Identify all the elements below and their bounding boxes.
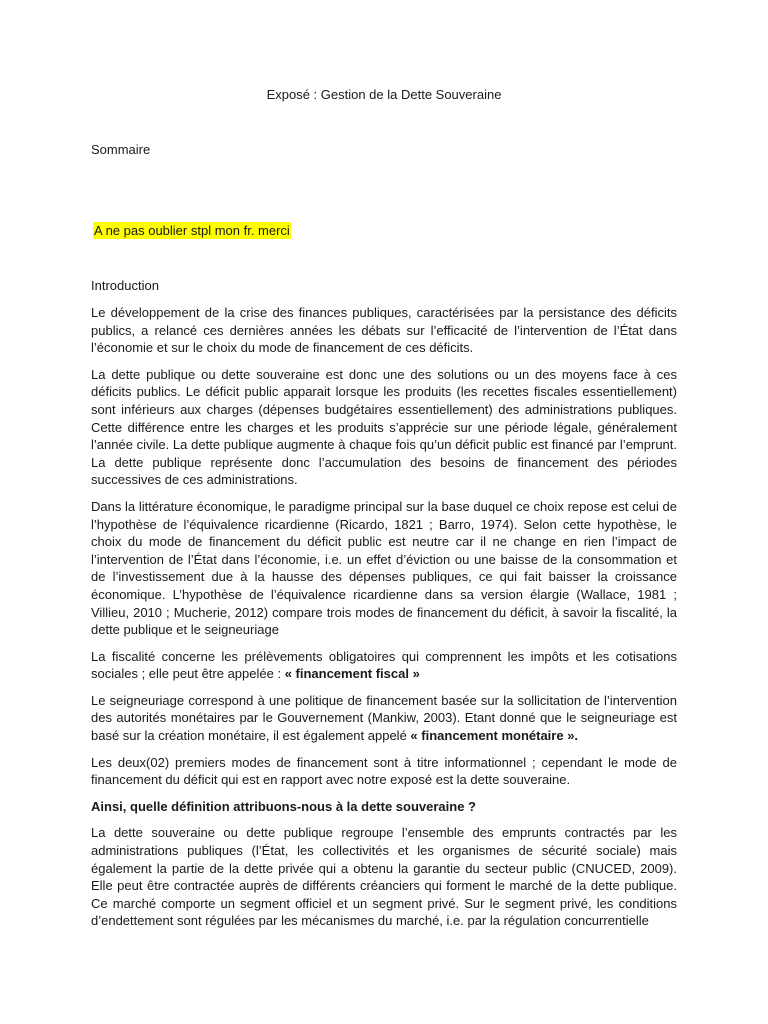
paragraph-1: Le développement de la crise des finances publiques, caractérisées par la persistance des déficits publics, a relancé ces dernières années les débats sur l’efficacité de l’intervention de l’État dans l’économie et sur le choix du mode de financement de ces déficits. (91, 305, 677, 356)
paragraph-5 (91, 692, 677, 745)
paragraph-4 (91, 648, 677, 683)
paragraph-2: La dette publique ou dette souveraine est donc une des solutions ou un des moyens face à ces déficits publics. Le déficit public apparait lorsque les produits (les recettes fiscales essentiellement) sont inférieurs aux charges (dépenses budgétaires essentiellement) des administrations publiques. Cette différence entre les charges et les produits s’apprécie sur une période légale, généralement l’année civile. La dette publique augmente à chaque fois qu’un déficit public est financé par l’emprunt. La dette publique représente donc l’accumulation des besoins de financement des périodes successives de ces administrations. (91, 366, 677, 488)
paragraph-6: Les deux(02) premiers modes de financement sont à titre informationnel ; cependant le mode de financement du déficit qui est en rapport avec notre exposé est la dette souveraine. (91, 754, 677, 788)
paragraph-7: La dette souveraine ou dette publique regroupe l’ensemble des emprunts contractés par les administrations publiques (l’État, les collectivités et les organismes de sécurité sociale) mais également la partie de la dette privée qui a obtenu la garantie du secteur public (CNUCED, 2009). Elle peut être contractée auprès de différents créanciers qui forment le marché de la dette publique. Ce marché comporte un segment officiel et un segment privé. Sur le segment privé, les conditions d’endettement sont régulées par les mécanismes du marché, i.e. par la régulation concurrentielle (91, 825, 677, 929)
sommaire-heading: Sommaire (91, 142, 151, 157)
paragraph-5-text: Le seigneuriage correspond à une politique de financement basée sur la sollicitation de l’intervention des autorités monétaires par le Gouvernement (Mankiw, 2003). Etant donné que le seigneuriage est basé sur la création monétaire, il est également appelé (91, 692, 677, 744)
paragraph-3: Dans la littérature économique, le paradigme principal sur la base duquel ce choix repose est celui de l’hypothèse de l’équivalence ricardienne (Ricardo, 1821 ; Barro, 1974). Selon cette hypothèse, le choix du mode de financement du déficit public est neutre car il ne change en rien l’impact de l’intervention de l’État dans l’économie, i.e. un effet d’éviction ou une baisse de la consommation et de l’investissement due à la hausse des dépenses publiques, ce qui fait baisser la croissance économique. L’hypothèse de l’équivalence ricardienne dans sa version élargie (Wallace, 1981 ; Villieu, 2010 ; Mucherie, 2012) compare trois modes de financement du déficit, à savoir la fiscalité, la dette publique et le seigneuriage (91, 498, 677, 638)
introduction-heading: Introduction (91, 278, 159, 293)
question-heading: Ainsi, quelle définition attribuons-nous à la dette souveraine ? (91, 798, 476, 814)
paragraph-4-text: La fiscalité concerne les prélèvements obligatoires qui comprennent les impôts et les cotisations sociales ; elle peut être appelée : (91, 648, 677, 682)
document-title: Exposé : Gestion de la Dette Souveraine (266, 87, 502, 102)
paragraph-4-bold: « financement fiscal » (284, 666, 420, 682)
paragraph-5-bold: « financement monétaire ». (410, 728, 579, 744)
highlighted-note: A ne pas oublier stpl mon fr. merci (94, 223, 290, 238)
document-body (91, 304, 677, 939)
